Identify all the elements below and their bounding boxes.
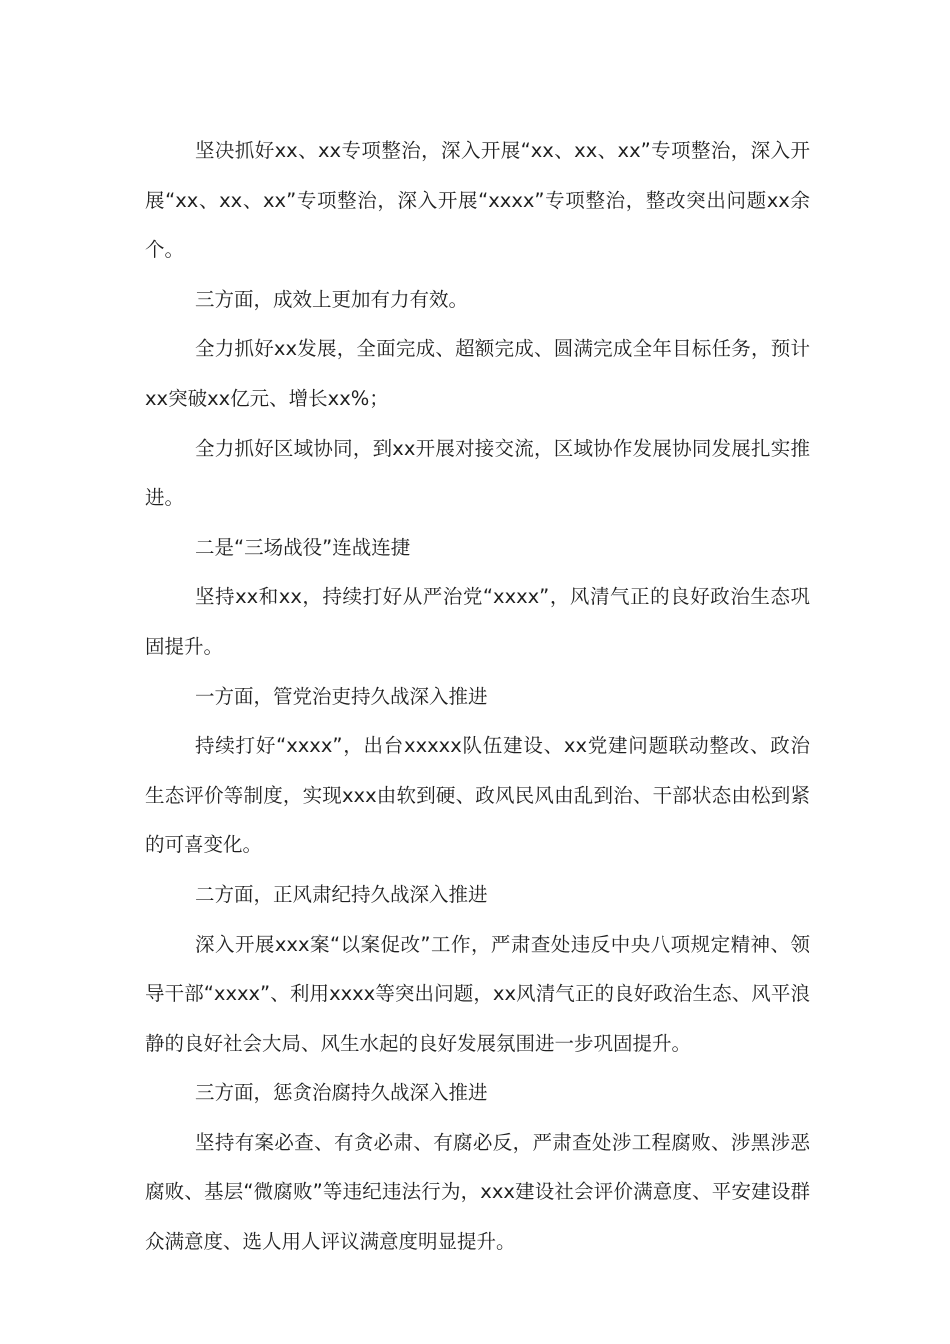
paragraph-development-targets: 全力抓好xx发展，全面完成、超额完成、圆满完成全年目标任务，预计xx突破xx亿元、增长xx%； [145, 337, 810, 410]
paragraph-second-aspect-heading: 二方面，正风肃纪持久战深入推进 [195, 882, 488, 906]
paragraph-anti-corruption: 坚持有案必查、有贪必肃、有腐必反，严肃查处涉工程腐败、涉黑涉恶腐败、基层“微腐败”等违纪违法行为，xxx建设社会评价满意度、平安建设群众满意度、选人用人评议满意度明显提升。 [145, 1130, 810, 1254]
paragraph-first-aspect-heading: 一方面，管党治吏持久战深入推进 [195, 684, 488, 708]
paragraph-regional-coordination: 全力抓好区域协同，到xx开展对接交流，区域协作发展协同发展扎实推进。 [145, 436, 810, 510]
paragraph-special-rectification: 坚决抓好xx、xx专项整治，深入开展“xx、xx、xx”专项整治，深入开展“xx、xx、xx”专项整治，深入开展“xxxx”专项整治，整改突出问题xx余个。 [145, 139, 810, 262]
paragraph-third-aspect-heading: 三方面，惩贪治腐持久战深入推进 [195, 1081, 488, 1105]
paragraph-three-campaigns-heading: 二是“三场战役”连战连捷 [195, 535, 411, 559]
paragraph-third-aspect-results: 三方面，成效上更加有力有效。 [195, 287, 469, 311]
paragraph-team-building: 持续打好“xxxx”，出台xxxxx队伍建设、xx党建问题联动整改、政治生态评价等制度，实现xxx由软到硬、政风民风由乱到治、干部状态由松到紧的可喜变化。 [145, 734, 810, 857]
paragraph-strict-party-governance: 坚持xx和xx，持续打好从严治党“xxxx”，风清气正的良好政治生态巩固提升。 [145, 585, 810, 658]
document-body [145, 126, 810, 1267]
paragraph-case-reform: 深入开展xxx案“以案促改”工作，严肃查处违反中央八项规定精神、领导干部“xxxx”、利用xxxx等突出问题，xx风清气正的良好政治生态、风平浪静的良好社会大局、风生水起的良好发展氛围进一步巩固提升。 [145, 932, 810, 1055]
